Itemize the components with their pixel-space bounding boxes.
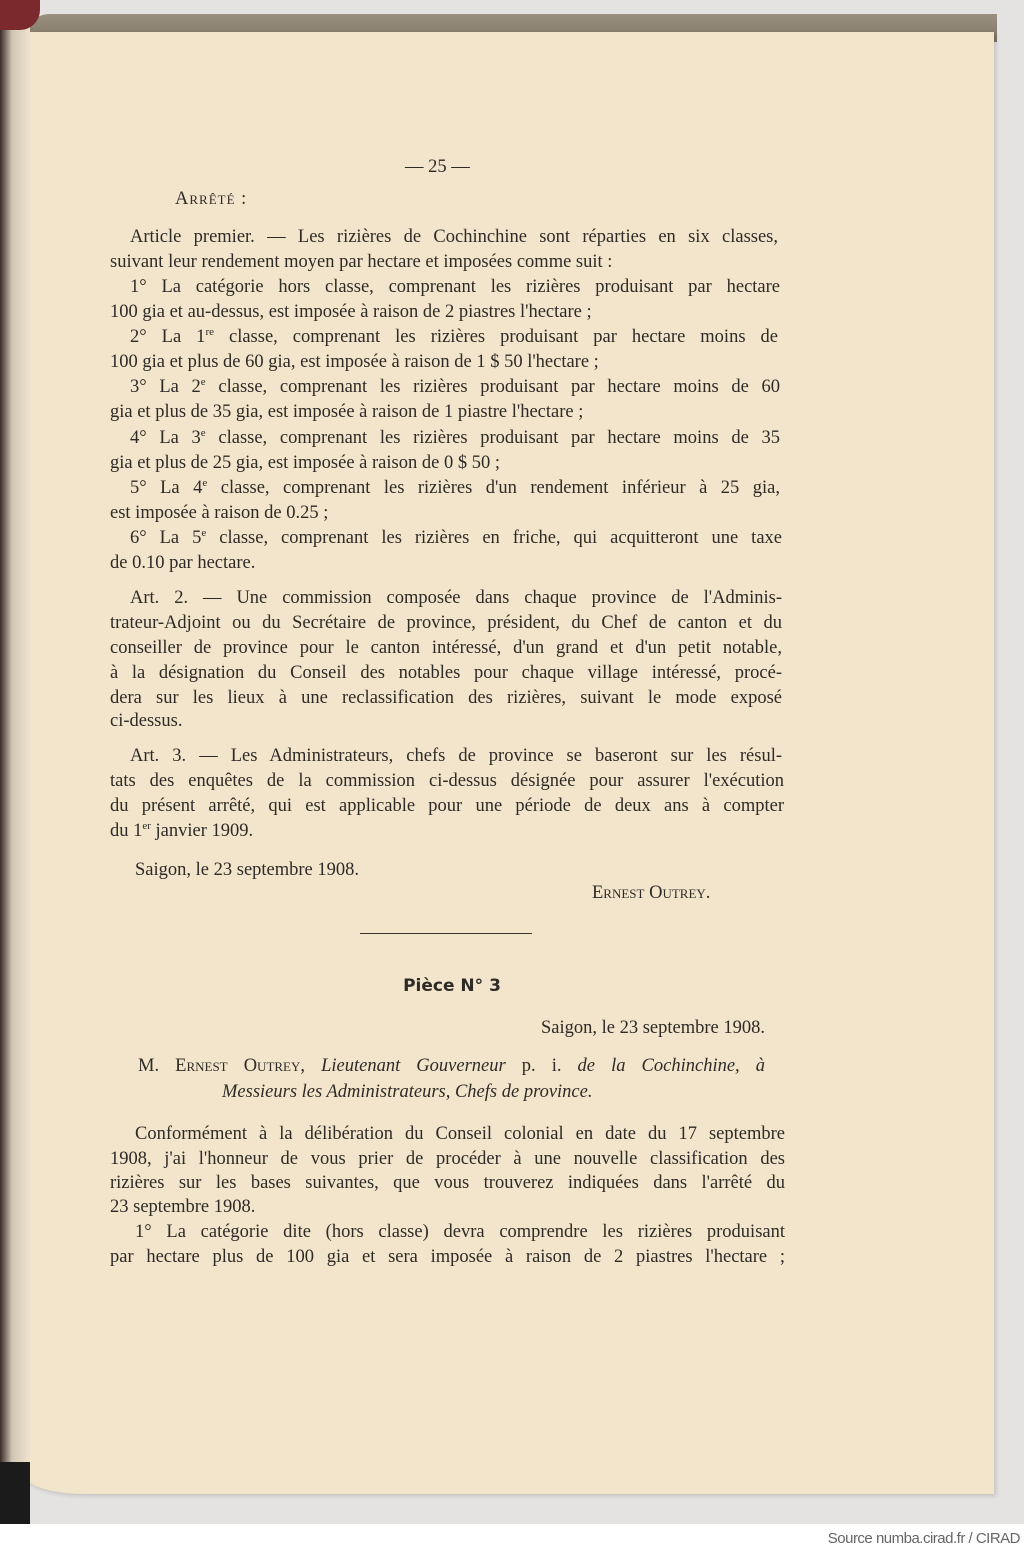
text-line: Art. 2. — Une commission composée dans chaque province de l'Adminis- [130,588,782,608]
text-line: gia et plus de 25 gia, est imposée à raison de 0 $ 50 ; [110,453,500,473]
text-line: du présent arrêté, qui est applicable pour une période de deux ans à compter [110,796,784,816]
text-line: 100 gia et au-dessus, est imposée à raison de 2 piastres l'hectare ; [110,302,592,322]
text-line: 3° La 2e classe, comprenant les rizières produisant par hectare moins de 60 [130,375,780,397]
text-line: 23 septembre 1908. [110,1197,256,1217]
text-line: rizières sur les bases suivantes, que vous trouverez indiquées dans l'arrêté du [110,1173,785,1193]
text-line: à la désignation du Conseil des notables pour chaque village intéressé, procé- [110,663,782,683]
text-line: Conformément à la délibération du Conseil colonial en date du 17 septembre [135,1124,785,1144]
text-line: trateur-Adjoint ou du Secrétaire de province, président, du Chef de canton et du [110,613,782,633]
source-credit: Source numba.cirad.fr / CIRAD [827,1530,1020,1547]
section-divider [360,933,532,934]
text-line: par hectare plus de 100 gia et sera imposée à raison de 2 piastres l'hectare ; [110,1247,785,1267]
book-spine [0,0,30,1524]
date-place: Saigon, le 23 septembre 1908. [135,860,360,880]
text-line: 1° La catégorie dite (hors classe) devra comprendre les rizières produisant [135,1222,785,1242]
letter-date: Saigon, le 23 septembre 1908. [540,1018,765,1038]
text-line: Art. 3. — Les Administrateurs, chefs de province se baseront sur les résul- [130,746,782,766]
text-line: 1908, j'ai l'honneur de vous prier de procéder à une nouvelle classification des [110,1149,785,1169]
page-number: — 25 — [405,157,470,177]
text-line: suivant leur rendement moyen par hectare et imposées comme suit : [110,252,613,272]
text-line: tats des enquêtes de la commission ci-dessus désignée pour assurer l'exécution [110,771,784,791]
text-line: est imposée à raison de 0.25 ; [110,503,329,523]
text-line: 4° La 3e classe, comprenant les rizières produisant par hectare moins de 35 [130,426,780,448]
text-line: 1° La catégorie hors classe, comprenant les rizières produisant par hectare [130,277,780,297]
text-line: conseiller de province pour le canton intéressé, d'un grand et d'un petit notable, [110,638,782,658]
text-line: Article premier. — Les rizières de Cochinchine sont réparties en six classes, [130,227,778,247]
letter-address-line: M. Ernest Outrey, Lieutenant Gouverneur p. i. de la Cochinchine, à [138,1056,765,1076]
text-line: ci-dessus. [110,711,183,731]
text-line: de 0.10 par hectare. [110,553,256,573]
text-line: du 1er janvier 1909. [110,819,254,841]
arrete-heading: Arrêté : [175,189,248,209]
text-line: gia et plus de 35 gia, est imposée à raison de 1 piastre l'hectare ; [110,402,584,422]
letter-recipients: Messieurs les Administrateurs, Chefs de province. [222,1082,593,1102]
text-line: dera sur les lieux à une reclassification des rizières, suivant le mode exposé [110,688,782,708]
piece-title: Pièce N° 3 [403,976,501,996]
text-line: 6° La 5e classe, comprenant les rizières en friche, qui acquitteront une taxe [130,526,782,548]
text-line: 100 gia et plus de 60 gia, est imposée à raison de 1 $ 50 l'hectare ; [110,352,599,372]
signature: Ernest Outrey. [592,883,711,903]
text-line: 2° La 1re classe, comprenant les rizières produisant par hectare moins de [130,325,778,347]
book-cover-bottom [0,1462,30,1524]
text-line: 5° La 4e classe, comprenant les rizières d'un rendement inférieur à 25 gia, [130,476,780,498]
